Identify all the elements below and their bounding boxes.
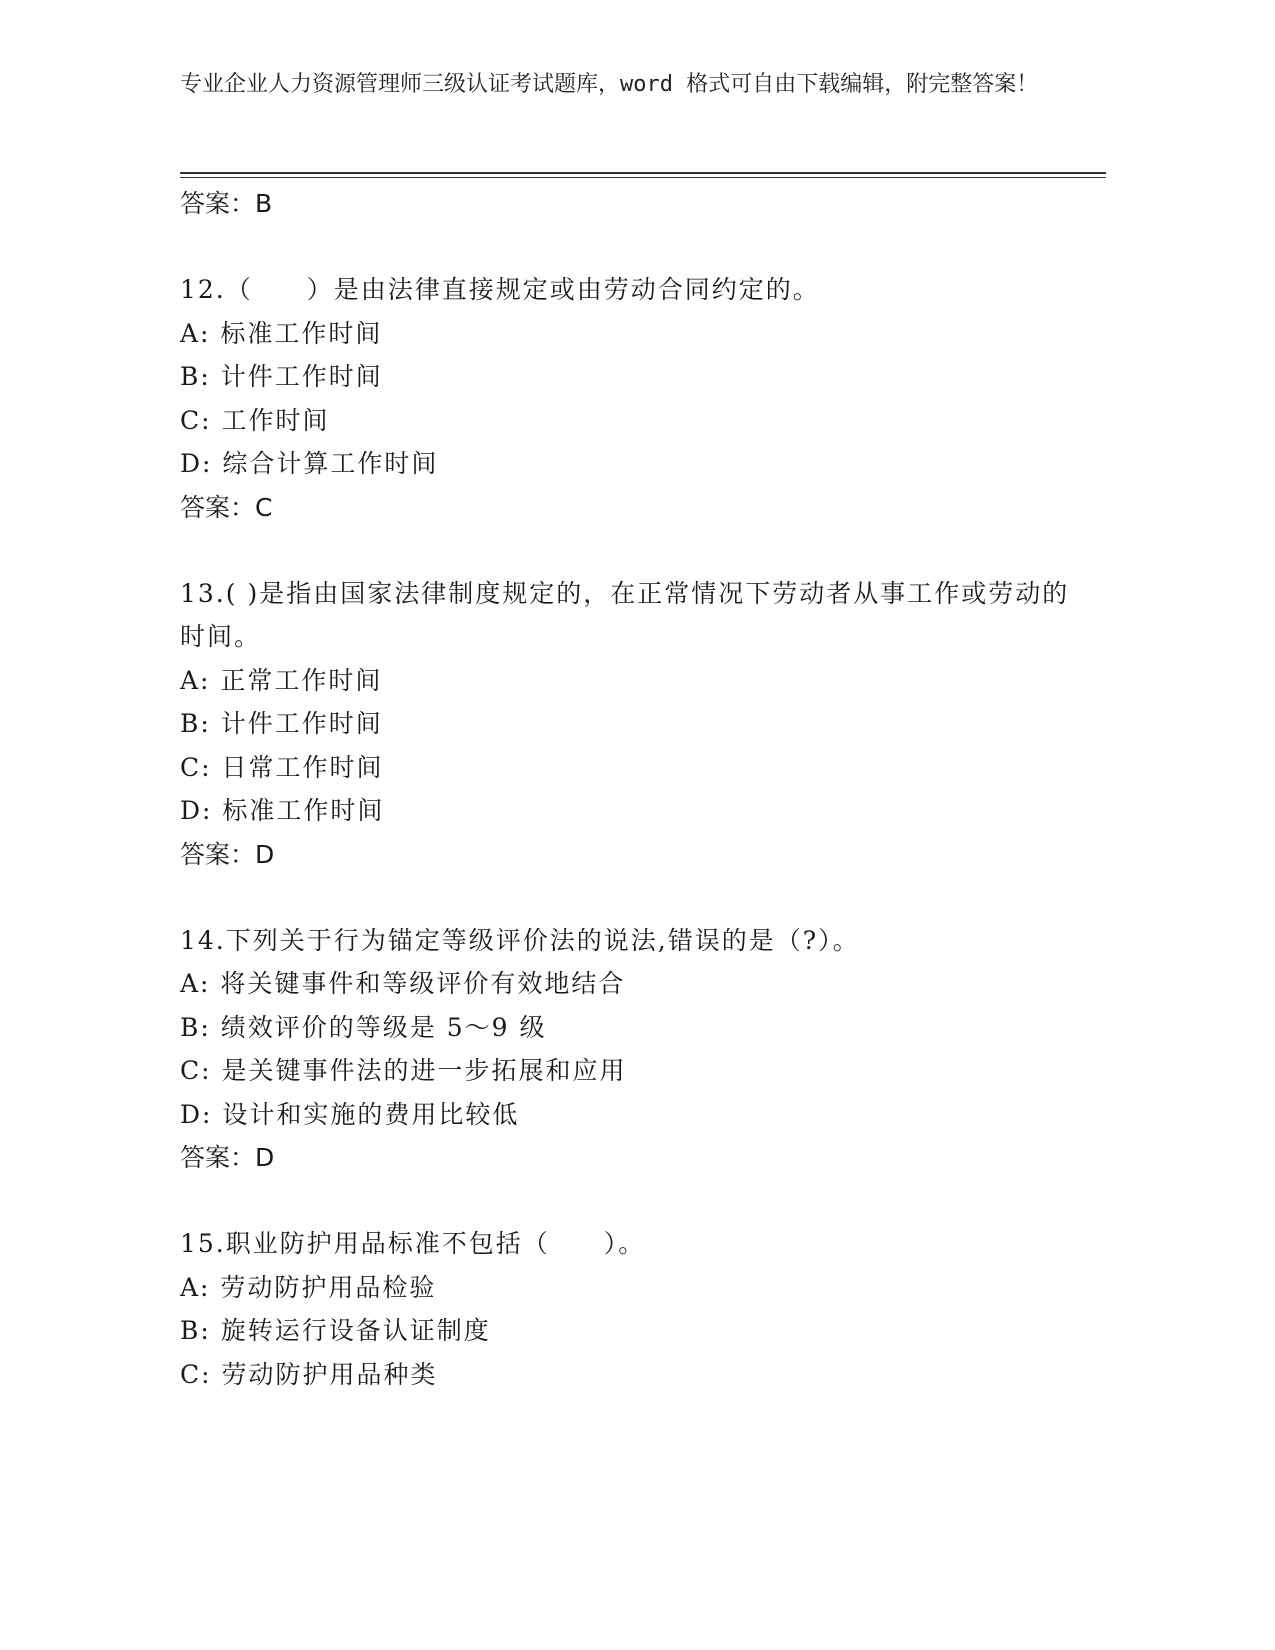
option-a: A: 将关键事件和等级评价有效地结合	[180, 969, 626, 998]
option-d: D: 设计和实施的费用比较低	[180, 1099, 520, 1129]
option-b: B: 绩效评价的等级是 5～9 级	[180, 1012, 547, 1042]
option-b: B: 旋转运行设备认证制度	[180, 1316, 491, 1345]
option-c: C: 是关键事件法的进一步拓展和应用	[180, 1056, 627, 1085]
question-12	[180, 268, 1080, 530]
option-a: A: 标准工作时间	[180, 318, 383, 348]
option-a: A: 劳动防护用品检验	[180, 1272, 437, 1302]
answer-line: 答案：B	[180, 189, 273, 218]
question-stem: 15.职业防护用品标准不包括（ ）。	[180, 1229, 646, 1258]
option-a: A: 正常工作时间	[180, 665, 383, 695]
question-14	[180, 919, 1080, 1181]
question-15	[180, 1222, 1080, 1396]
answer-line: 答案：D	[180, 1143, 275, 1172]
answer-line: 答案：D	[180, 839, 275, 869]
option-d: D: 标准工作时间	[180, 796, 385, 825]
option-c: C: 日常工作时间	[180, 752, 384, 782]
question-stem: 13.( )是指由国家法律制度规定的，在正常情况下劳动者从事工作或劳动的时间。	[180, 578, 1070, 651]
option-b: B: 计件工作时间	[180, 362, 383, 391]
option-b: B: 计件工作时间	[180, 709, 383, 738]
question-stem: 12.（ ）是由法律直接规定或由劳动合同约定的。	[180, 275, 820, 304]
option-c: C: 劳动防护用品种类	[180, 1359, 438, 1389]
document-header: 专业企业人力资源管理师三级认证考试题库，word 格式可自由下载编辑，附完整答案！	[180, 72, 1039, 97]
option-d: D: 综合计算工作时间	[180, 449, 439, 478]
option-c: C: 工作时间	[180, 405, 330, 435]
answer-line: 答案：C	[180, 492, 273, 522]
question-list	[180, 182, 1080, 1396]
header-rule-thick	[180, 172, 1106, 174]
header-rule-thin	[180, 177, 1106, 178]
question-stem: 14.下列关于行为锚定等级评价法的说法,错误的是（?）。	[180, 925, 860, 955]
question-13	[180, 572, 1080, 877]
